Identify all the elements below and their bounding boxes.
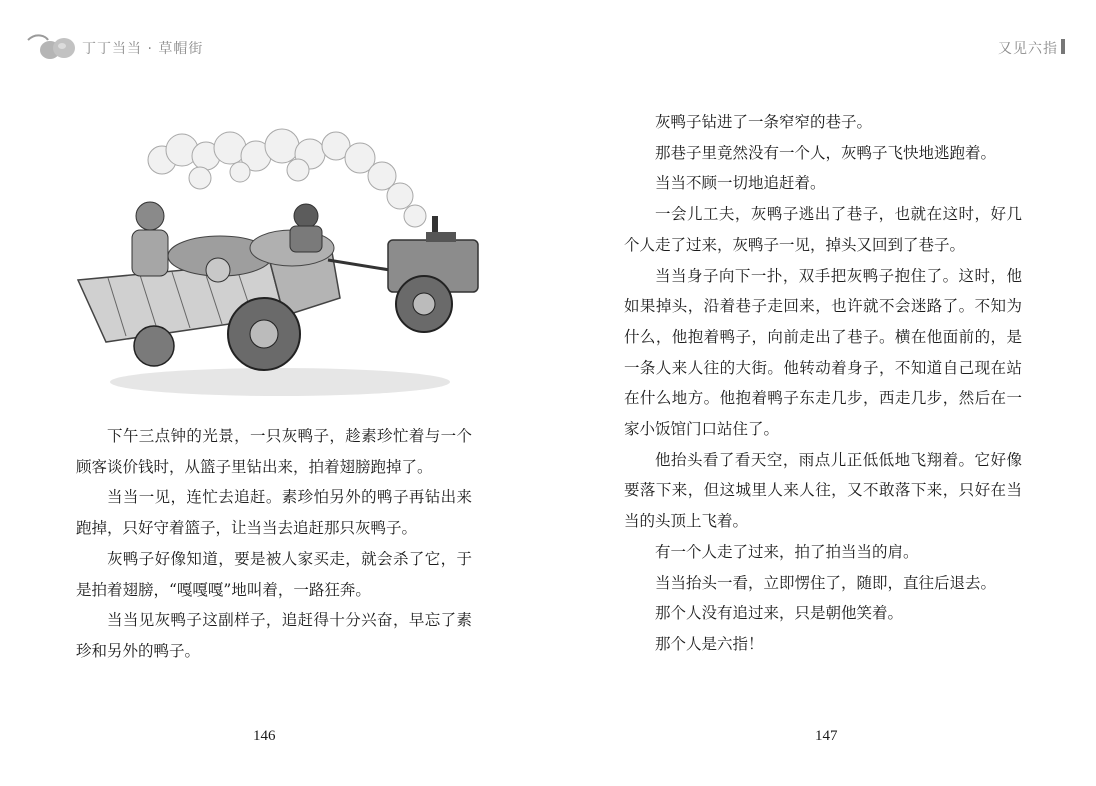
chapter-marker — [1061, 39, 1065, 54]
series-title: 丁丁当当 · 草帽街 — [82, 41, 204, 57]
paragraph: 灰鸭子好像知道，要是被人家买走，就会杀了它，于是拍着翅膀，“嘎嘎嘎”地叫着，一路狂奔。 — [76, 549, 472, 599]
paragraph: 当当抬头一看，立即愣住了，随即，直往后退去。 — [655, 573, 997, 592]
paragraph: 当当身子向下一扑，双手把灰鸭子抱住了。这时，他如果掉头，沿着巷子走回来，也许就不会迷路了。不知为什么，他抱着鸭子，向前走出了巷子。横在他面前的，是一条人来人往的大街。他转动着身子，不知道自己现在站在什么地方。他抱着鸭子东走几步，西走几步，然后在一家小饭馆门口站住了。 — [624, 266, 1022, 439]
paragraph: 那个人是六指！ — [655, 634, 764, 653]
paragraph: 那巷子里竟然没有一个人，灰鸭子飞快地逃跑着。 — [655, 143, 997, 162]
paragraph: 下午三点钟的光景，一只灰鸭子，趁素珍忙着与一个顾客谈价钱时，从篮子里钻出来，拍着翅膀跑掉了。 — [76, 427, 472, 476]
page-number-right: 147 — [815, 728, 838, 744]
paragraph: 一会儿工夫，灰鸭子逃出了巷子，也就在这时，好几个人走了过来，灰鸭子一见，掉头又回到了巷子。 — [624, 205, 1022, 254]
paragraph: 他抬头看了看天空，雨点儿正低低地飞翔着。它好像要落下来，但这城里人来人往，又不敢落下来，只好在当当的头顶上飞着。 — [624, 450, 1022, 531]
left-page-text — [76, 421, 472, 667]
paragraph: 当当不顾一切地追赶着。 — [655, 174, 826, 193]
paragraph: 当当见灰鸭子这副样子，追赶得十分兴奋，早忘了素珍和另外的鸭子。 — [76, 611, 472, 660]
page-number-left: 146 — [253, 728, 276, 744]
paragraph: 有一个人走了过来，拍了拍当当的肩。 — [655, 542, 919, 561]
gourd-logo-icon — [24, 28, 84, 62]
paragraph: 那个人没有追过来，只是朝他笑着。 — [655, 604, 904, 623]
chapter-title: 又见六指 — [998, 41, 1058, 57]
paragraph: 灰鸭子钻进了一条窄窄的巷子。 — [655, 113, 873, 131]
tractor-cart-illustration — [70, 120, 500, 405]
right-page-text — [624, 107, 1022, 660]
paragraph: 当当一见，连忙去追赶。素珍怕另外的鸭子再钻出来跑掉，只好守着篮子，让当当去追赶那只灰鸭子。 — [76, 488, 472, 538]
